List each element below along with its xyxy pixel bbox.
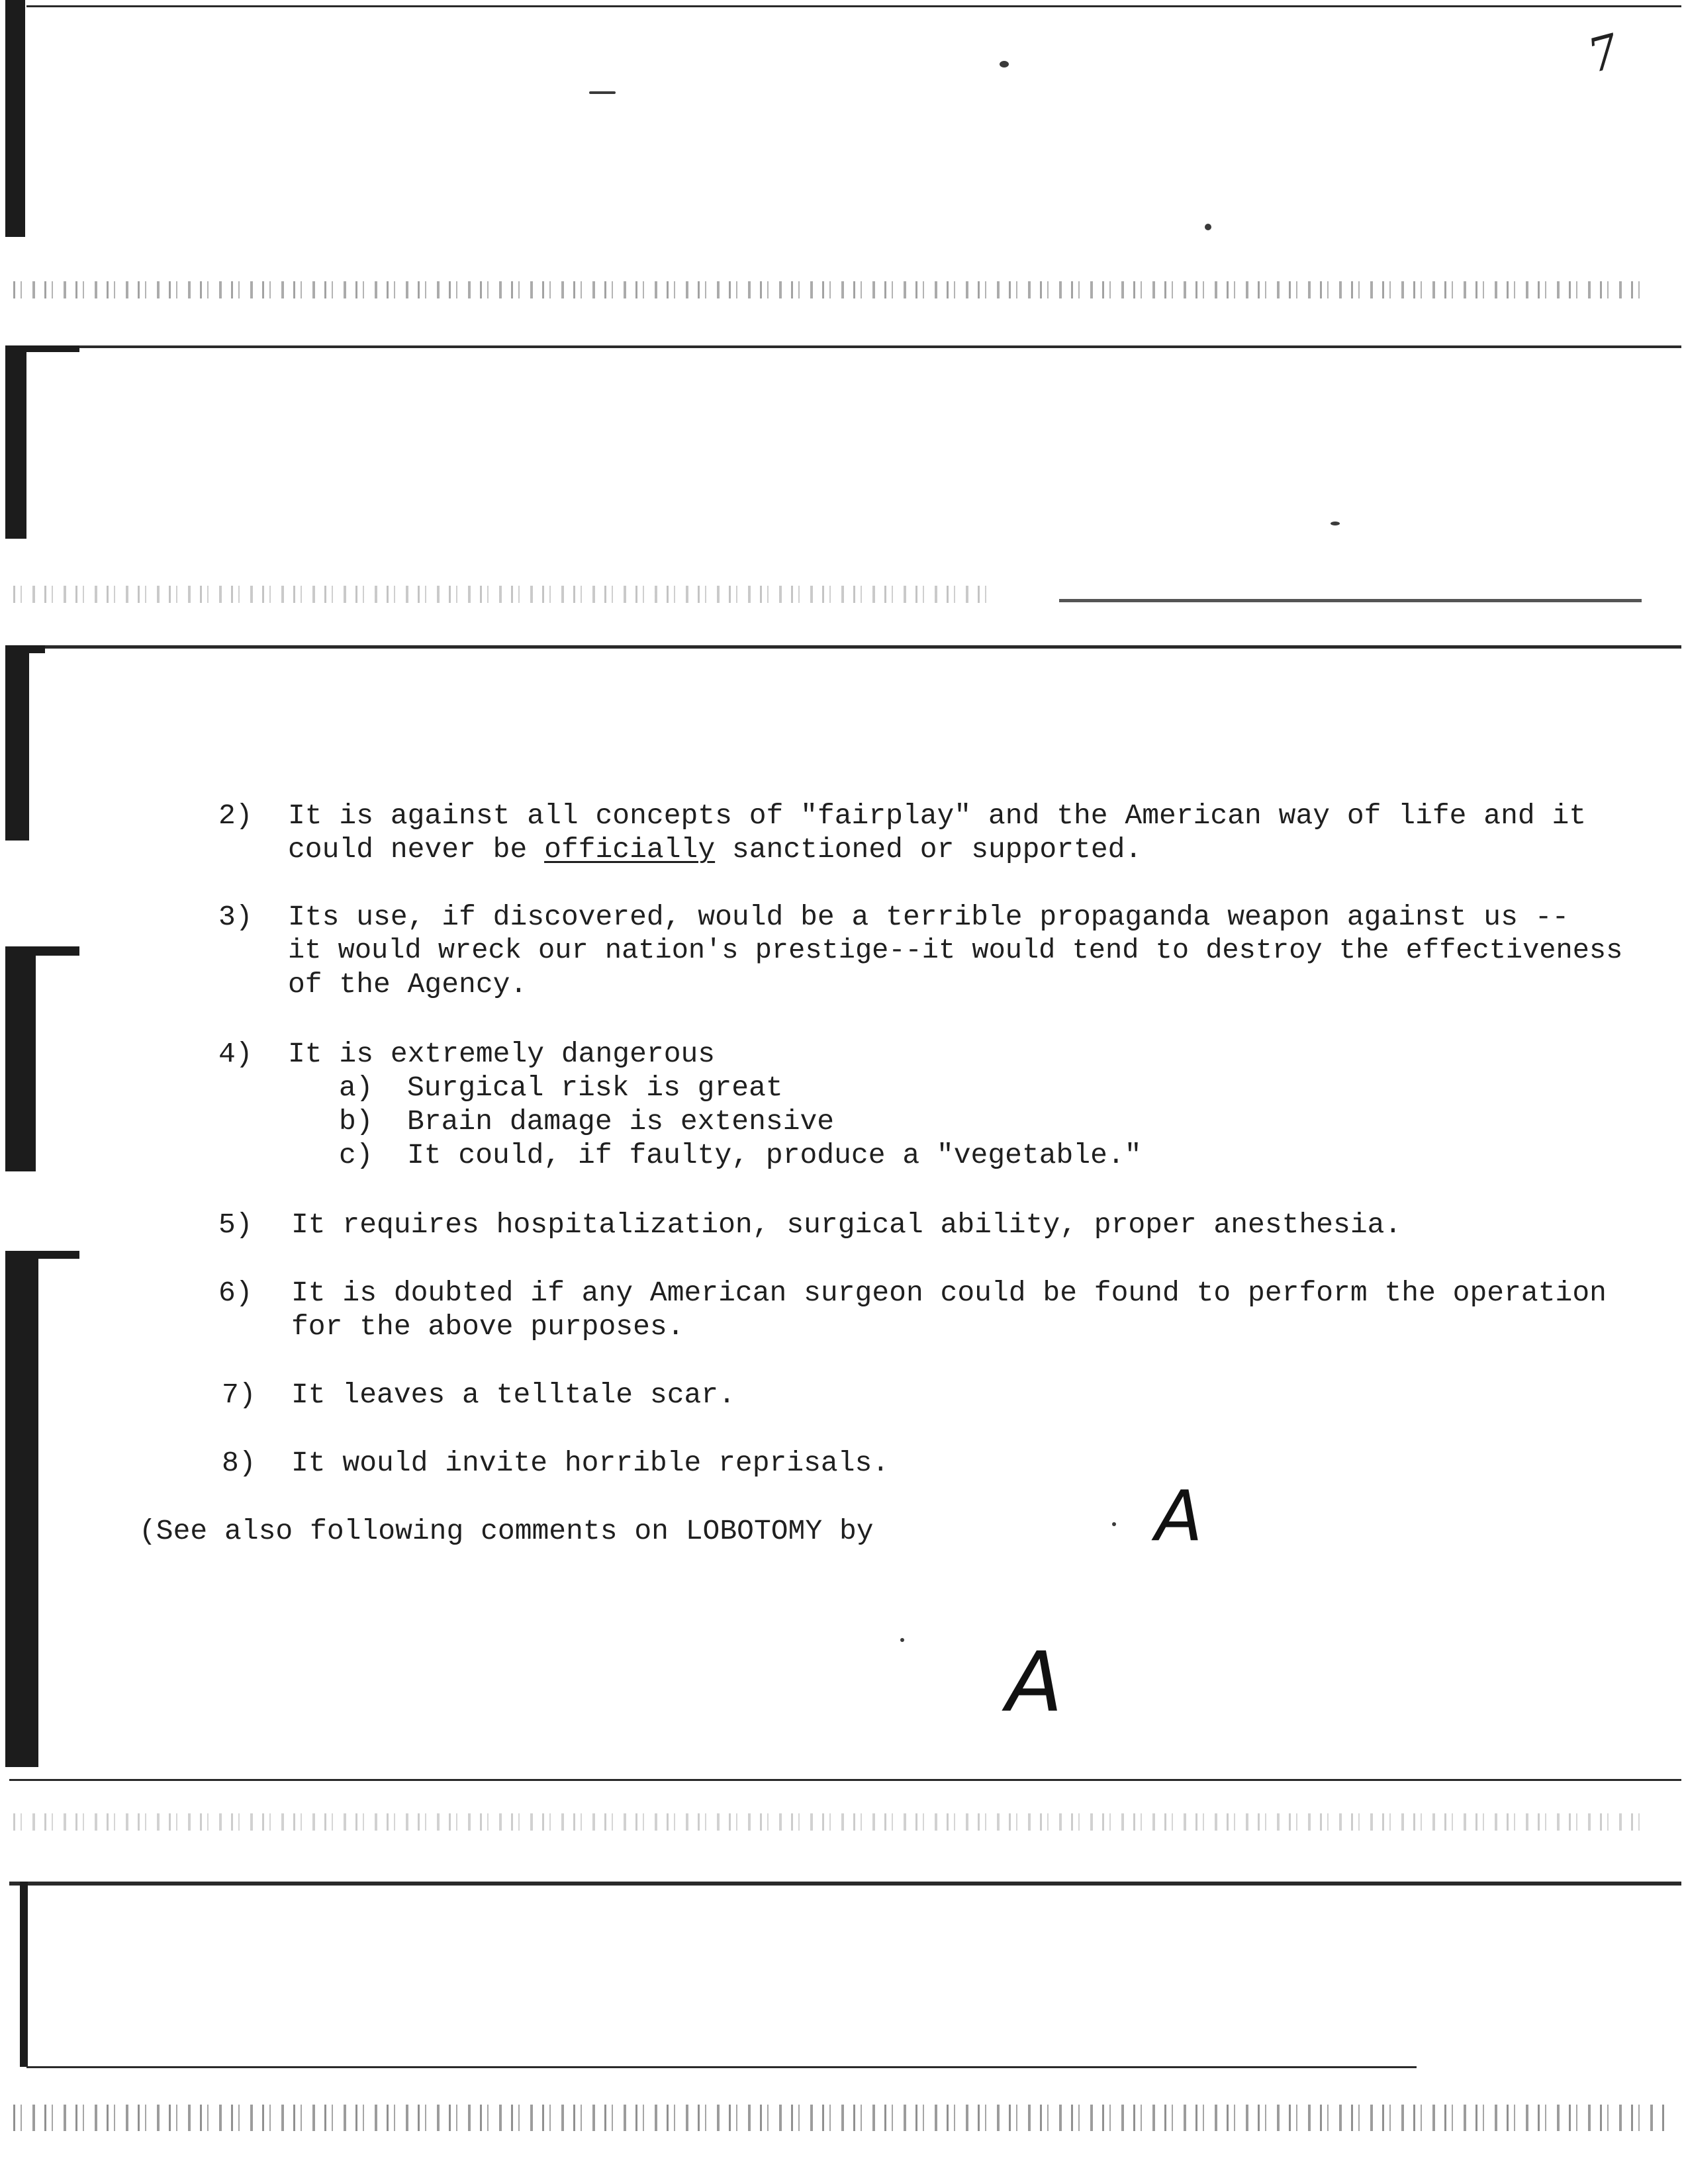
sub-item-label: b) <box>339 1105 373 1138</box>
bar-cap-4 <box>5 946 79 956</box>
item-line: It would invite horrible reprisals. <box>291 1447 890 1479</box>
item-number: 4) <box>218 1038 253 1070</box>
scan-noise-1 <box>13 281 1642 298</box>
handwritten-mark: A <box>1006 1635 1063 1731</box>
sub-item-text: It could, if faulty, produce a "vegetable." <box>407 1139 1142 1171</box>
speck <box>1331 522 1340 525</box>
bar-cap-3 <box>5 645 45 653</box>
item-line: for the above purposes. <box>291 1310 684 1343</box>
left-bar-1 <box>5 0 25 237</box>
speck <box>589 91 616 94</box>
left-bar-2 <box>5 345 26 539</box>
item-number: 8) <box>222 1447 256 1479</box>
handwritten-mark: A <box>1155 1476 1203 1557</box>
item-line: It leaves a telltale scar. <box>291 1379 735 1411</box>
item-number: 2) <box>218 799 253 832</box>
left-bar-4 <box>5 946 36 1171</box>
speck <box>1205 224 1211 230</box>
item-number: 5) <box>218 1208 253 1241</box>
bar-cap-5 <box>5 1251 79 1259</box>
speck <box>1112 1522 1116 1526</box>
closing-note: (See also following comments on LOBOTOMY by <box>139 1515 874 1547</box>
underlined-word: officially <box>544 833 716 866</box>
left-bar-3 <box>5 649 29 841</box>
corner-handwritten-mark: 7 <box>1582 23 1625 84</box>
sub-item-label: a) <box>339 1071 373 1104</box>
scan-noise-2 <box>13 586 993 603</box>
frame-rule-2 <box>9 345 1681 348</box>
item-text: sanctioned or supported. <box>715 833 1143 866</box>
scan-noise-4 <box>13 2105 1668 2131</box>
item-line <box>288 833 1142 866</box>
left-bar-6 <box>20 1882 28 2067</box>
item-number: 6) <box>218 1277 253 1309</box>
sub-item-text: Brain damage is extensive <box>407 1105 835 1138</box>
item-line: It requires hospitalization, surgical ability, proper anesthesia. <box>291 1208 1402 1241</box>
item-line: Its use, if discovered, would be a terrible propaganda weapon against us -- <box>288 901 1569 933</box>
scan-noise-3 <box>13 1813 1642 1831</box>
speck <box>1000 61 1009 68</box>
item-line: It is against all concepts of "fairplay" and the American way of life and it <box>288 799 1587 832</box>
item-text: could never be <box>288 833 545 866</box>
frame-top-rule <box>26 5 1681 7</box>
speck <box>900 1638 904 1642</box>
frame-rule-6 <box>26 2066 1417 2068</box>
item-number: 7) <box>222 1379 256 1411</box>
item-line: of the Agency. <box>288 968 528 1001</box>
bar-cap-2 <box>5 345 79 352</box>
frame-rule-5 <box>9 1882 1681 1886</box>
frame-rule-3 <box>9 645 1681 649</box>
frame-rule-4 <box>9 1779 1681 1781</box>
item-line: It is doubted if any American surgeon could be found to perform the operation <box>291 1277 1607 1309</box>
item-number: 3) <box>218 901 253 933</box>
sub-item-label: c) <box>339 1139 373 1171</box>
scan-noise-2b <box>1059 599 1642 602</box>
left-bar-5 <box>5 1251 38 1767</box>
sub-item-text: Surgical risk is great <box>407 1071 783 1104</box>
item-line: It is extremely dangerous <box>288 1038 716 1070</box>
item-line: it would wreck our nation's prestige--it would tend to destroy the effectiveness <box>288 934 1623 966</box>
